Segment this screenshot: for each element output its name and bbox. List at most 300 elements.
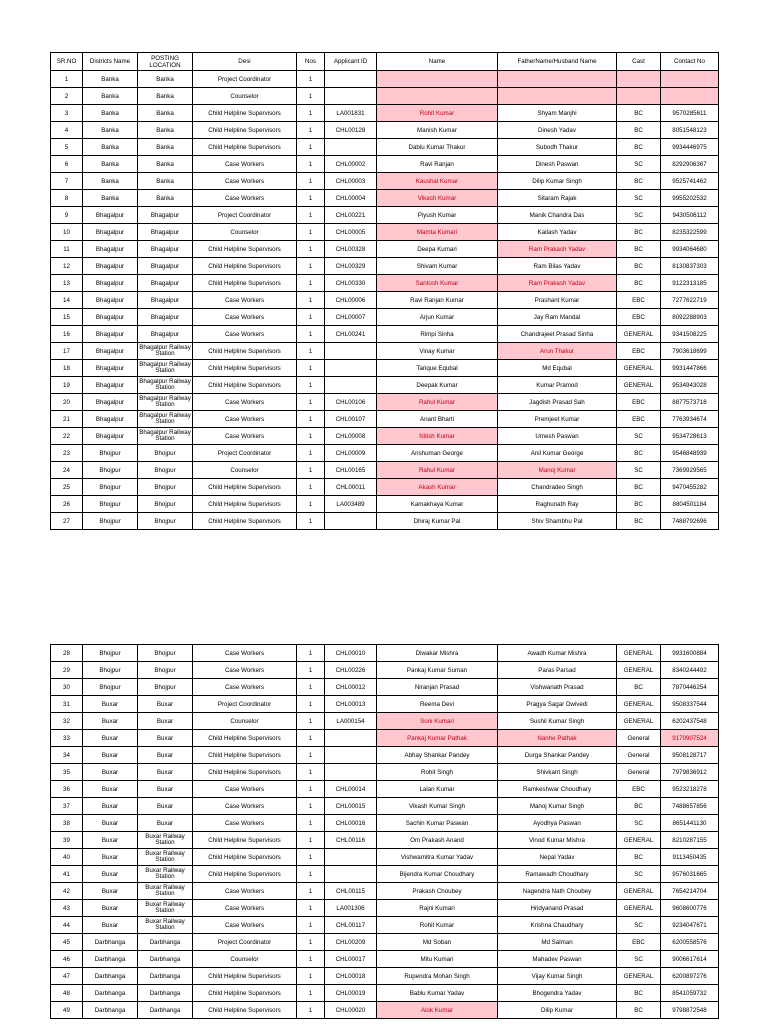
district-cell: Buxar: [83, 713, 138, 730]
nos-cell: 1: [297, 968, 325, 985]
district-cell: Banka: [83, 173, 138, 190]
father-husband-name-cell: Bhogendra Yadav: [498, 985, 617, 1002]
designation-cell: Child Helpline Supervisors: [193, 513, 297, 530]
posting-location-cell: Bhojpur: [138, 462, 193, 479]
designation-cell: Counselor: [193, 713, 297, 730]
designation-cell: Child Helpline Supervisors: [193, 377, 297, 394]
district-cell: Buxar: [83, 730, 138, 747]
name-cell: Bijendra Kumar Choudhary: [377, 866, 498, 883]
sr-no-cell: 36: [51, 781, 83, 798]
contact-no-cell: 9576031665: [661, 866, 719, 883]
name-cell: Akash Kumar: [377, 479, 498, 496]
posting-location-cell: Buxar Railway Station: [138, 917, 193, 934]
table-row: [51, 985, 719, 1002]
applicant-id-cell: CHL00017: [325, 951, 377, 968]
designation-cell: Case Workers: [193, 917, 297, 934]
father-husband-name-cell: Vinod Kumar Mishra: [498, 832, 617, 849]
district-cell: Bhagalpur: [83, 394, 138, 411]
nos-cell: 1: [297, 696, 325, 713]
posting-location-cell: Bhagalpur Railway Station: [138, 343, 193, 360]
applicant-id-cell: CHL00106: [325, 394, 377, 411]
nos-cell: 1: [297, 713, 325, 730]
cast-cell: GENERAL: [617, 360, 661, 377]
table-row: [51, 190, 719, 207]
table-row: [51, 207, 719, 224]
applicant-id-cell: CHL00009: [325, 445, 377, 462]
applicant-id-cell: CHL00015: [325, 798, 377, 815]
nos-cell: 1: [297, 934, 325, 951]
contact-no-cell: 9931447866: [661, 360, 719, 377]
applicant-id-cell: LA001306: [325, 900, 377, 917]
nos-cell: 1: [297, 275, 325, 292]
sr-no-cell: 3: [51, 105, 83, 122]
sr-no-cell: 4: [51, 122, 83, 139]
posting-location-cell: Darbhanga: [138, 934, 193, 951]
nos-cell: 1: [297, 462, 325, 479]
cast-cell: BC: [617, 479, 661, 496]
sr-no-cell: 48: [51, 985, 83, 1002]
cast-cell: General: [617, 730, 661, 747]
name-cell: Rimpi Sinha: [377, 326, 498, 343]
posting-location-cell: Buxar: [138, 713, 193, 730]
posting-location-cell: Buxar: [138, 696, 193, 713]
nos-cell: 1: [297, 394, 325, 411]
name-cell: Piyush Kumar: [377, 207, 498, 224]
district-cell: Darbhanga: [83, 968, 138, 985]
sr-no-cell: 22: [51, 428, 83, 445]
contact-no-cell: 9234047671: [661, 917, 719, 934]
name-cell: Mitu Kumari: [377, 951, 498, 968]
name-cell: Deepak Kumar: [377, 377, 498, 394]
designation-cell: Case Workers: [193, 645, 297, 662]
district-cell: Bhagalpur: [83, 241, 138, 258]
posting-location-cell: Bhagalpur: [138, 241, 193, 258]
contact-no-cell: 8541059732: [661, 985, 719, 1002]
table-row: [51, 275, 719, 292]
table-row: [51, 679, 719, 696]
table-row: [51, 764, 719, 781]
contact-no-cell: 8235322599: [661, 224, 719, 241]
spreadsheet-table-page-2: [50, 644, 719, 1019]
name-cell: Diwakar Mishra: [377, 645, 498, 662]
cast-cell: SC: [617, 190, 661, 207]
applicant-id-cell: CHL00011: [325, 479, 377, 496]
district-cell: Buxar: [83, 747, 138, 764]
table-row: [51, 309, 719, 326]
father-husband-name-cell: Hridyanand Prasad: [498, 900, 617, 917]
district-cell: Buxar: [83, 883, 138, 900]
designation-cell: Case Workers: [193, 900, 297, 917]
cast-cell: EBC: [617, 411, 661, 428]
table-row: [51, 122, 719, 139]
sr-no-cell: 7: [51, 173, 83, 190]
district-cell: Buxar: [83, 900, 138, 917]
table-row: [51, 71, 719, 88]
nos-cell: 1: [297, 479, 325, 496]
posting-location-cell: Bhagalpur: [138, 258, 193, 275]
father-husband-name-cell: Ram Prakash Yadav: [498, 241, 617, 258]
applicant-id-cell: CHL00003: [325, 173, 377, 190]
name-cell: Tarique Equbal: [377, 360, 498, 377]
nos-cell: 1: [297, 105, 325, 122]
contact-no-cell: 8051548123: [661, 122, 719, 139]
table-row: [51, 951, 719, 968]
cast-cell: SC: [617, 866, 661, 883]
father-husband-name-cell: Prashant Kumar: [498, 292, 617, 309]
father-husband-name-cell: [498, 71, 617, 88]
cast-cell: BC: [617, 224, 661, 241]
district-cell: Bhagalpur: [83, 207, 138, 224]
designation-cell: Child Helpline Supervisors: [193, 241, 297, 258]
contact-no-cell: 7763934674: [661, 411, 719, 428]
table-row: [51, 934, 719, 951]
contact-no-cell: 8292906367: [661, 156, 719, 173]
nos-cell: 1: [297, 71, 325, 88]
contact-no-cell: 9931600884: [661, 645, 719, 662]
father-husband-name-cell: Umesh Paswan: [498, 428, 617, 445]
table-row: [51, 479, 719, 496]
table-row: [51, 224, 719, 241]
applicant-id-cell: CHL00221: [325, 207, 377, 224]
contact-no-cell: 9006617614: [661, 951, 719, 968]
sr-no-cell: 30: [51, 679, 83, 696]
nos-cell: 1: [297, 309, 325, 326]
nos-cell: 1: [297, 190, 325, 207]
contact-no-cell: 7488657856: [661, 798, 719, 815]
sr-no-cell: 45: [51, 934, 83, 951]
applicant-id-cell: [325, 139, 377, 156]
sr-no-cell: 25: [51, 479, 83, 496]
father-husband-name-cell: Subodh Thakur: [498, 139, 617, 156]
applicant-id-cell: CHL00117: [325, 917, 377, 934]
nos-cell: 1: [297, 207, 325, 224]
designation-cell: Project Coordinator: [193, 445, 297, 462]
cast-cell: BC: [617, 241, 661, 258]
district-cell: Buxar: [83, 781, 138, 798]
sr-no-cell: 38: [51, 815, 83, 832]
table-row: [51, 105, 719, 122]
name-cell: Vikash Kumar Singh: [377, 798, 498, 815]
district-cell: Darbhanga: [83, 1002, 138, 1019]
father-husband-name-cell: Krishna Chaudhary: [498, 917, 617, 934]
cast-cell: GENERAL: [617, 326, 661, 343]
applicant-id-cell: CHL00226: [325, 662, 377, 679]
district-cell: Banka: [83, 190, 138, 207]
applicant-id-cell: CHL00007: [325, 309, 377, 326]
district-cell: Darbhanga: [83, 985, 138, 1002]
posting-location-cell: Bhagalpur: [138, 326, 193, 343]
table-row: [51, 968, 719, 985]
table-row: [51, 445, 719, 462]
father-husband-name-cell: Manoj Kumar: [498, 462, 617, 479]
sr-no-cell: 35: [51, 764, 83, 781]
designation-cell: Child Helpline Supervisors: [193, 105, 297, 122]
sr-no-cell: 19: [51, 377, 83, 394]
nos-cell: 1: [297, 88, 325, 105]
designation-cell: Case Workers: [193, 190, 297, 207]
designation-cell: Child Helpline Supervisors: [193, 866, 297, 883]
designation-cell: Child Helpline Supervisors: [193, 139, 297, 156]
sr-no-header: SR.NO: [51, 53, 83, 71]
posting-location-cell: Banka: [138, 139, 193, 156]
designation-cell: Child Helpline Supervisors: [193, 747, 297, 764]
cast-cell: GENERAL: [617, 883, 661, 900]
posting-location-cell: Buxar: [138, 747, 193, 764]
contact-no-cell: 9170907524: [661, 730, 719, 747]
applicant-id-cell: [325, 849, 377, 866]
name-cell: Pankaj Kumar Pathak: [377, 730, 498, 747]
cast-cell: [617, 88, 661, 105]
contact-no-cell: 9934064680: [661, 241, 719, 258]
nos-header: Nos: [297, 53, 325, 71]
applicant-id-cell: CHL00329: [325, 258, 377, 275]
posting-location-cell: Banka: [138, 71, 193, 88]
applicant-id-cell: LA001831: [325, 105, 377, 122]
posting-location-cell: Banka: [138, 173, 193, 190]
applicant-id-cell: CHL00209: [325, 934, 377, 951]
posting-location-cell: Bhagalpur: [138, 275, 193, 292]
name-cell: Ravi Ranjan Kumar: [377, 292, 498, 309]
name-cell: Rahul Kumar: [377, 394, 498, 411]
father-husband-name-header: FatherName/Husband Name: [498, 53, 617, 71]
applicant-id-cell: CHL00014: [325, 781, 377, 798]
name-cell: Dablu Kumar Thakur: [377, 139, 498, 156]
sr-no-cell: 33: [51, 730, 83, 747]
father-husband-name-cell: Pragya Sagar Dwivedi: [498, 696, 617, 713]
nos-cell: 1: [297, 781, 325, 798]
contact-no-cell: 7870446254: [661, 679, 719, 696]
district-cell: Banka: [83, 71, 138, 88]
nos-cell: 1: [297, 224, 325, 241]
sr-no-cell: 47: [51, 968, 83, 985]
father-husband-name-cell: Dilip Kumar: [498, 1002, 617, 1019]
cast-cell: BC: [617, 679, 661, 696]
cast-cell: BC: [617, 105, 661, 122]
nos-cell: 1: [297, 343, 325, 360]
father-husband-name-cell: [498, 88, 617, 105]
nos-cell: 1: [297, 377, 325, 394]
sr-no-cell: 8: [51, 190, 83, 207]
name-cell: Soni Kumari: [377, 713, 498, 730]
cast-cell: BC: [617, 798, 661, 815]
contact-no-cell: 9525741462: [661, 173, 719, 190]
name-cell: Arjun Kumar: [377, 309, 498, 326]
posting-location-cell: Buxar: [138, 815, 193, 832]
cast-cell: General: [617, 747, 661, 764]
nos-cell: 1: [297, 798, 325, 815]
district-cell: Bhagalpur: [83, 377, 138, 394]
applicant-id-cell: CHL00330: [325, 275, 377, 292]
name-cell: Rupendra Mohan Singh: [377, 968, 498, 985]
table-row: [51, 1002, 719, 1019]
father-husband-name-cell: Dinesh Paswan: [498, 156, 617, 173]
contact-no-cell: 9798872548: [661, 1002, 719, 1019]
district-cell: Darbhanga: [83, 951, 138, 968]
designation-cell: Child Helpline Supervisors: [193, 496, 297, 513]
nos-cell: 1: [297, 1002, 325, 1019]
designation-cell: Child Helpline Supervisors: [193, 258, 297, 275]
applicant-id-cell: CHL00018: [325, 968, 377, 985]
applicant-id-cell: CHL00020: [325, 1002, 377, 1019]
district-cell: Bhojpur: [83, 479, 138, 496]
district-cell: Bhojpur: [83, 679, 138, 696]
applicant-id-cell: CHL00004: [325, 190, 377, 207]
applicant-id-cell: [325, 343, 377, 360]
applicant-id-cell: CHL00116: [325, 832, 377, 849]
posting-location-cell: Bhojpur: [138, 479, 193, 496]
cast-cell: GENERAL: [617, 662, 661, 679]
name-cell: Reema Devi: [377, 696, 498, 713]
name-cell: Rohit Kumar: [377, 105, 498, 122]
name-cell: Mamta Kumari: [377, 224, 498, 241]
cast-cell: SC: [617, 207, 661, 224]
father-husband-name-cell: Chandrajeet Prasad Sinha: [498, 326, 617, 343]
nos-cell: 1: [297, 849, 325, 866]
father-husband-name-cell: Dinesh Yadav: [498, 122, 617, 139]
name-cell: Niranjan Prasad: [377, 679, 498, 696]
father-husband-name-cell: Nepal Yadav: [498, 849, 617, 866]
cast-cell: BC: [617, 513, 661, 530]
name-cell: [377, 88, 498, 105]
contact-no-cell: 9470455282: [661, 479, 719, 496]
name-cell: Vikash Kumar: [377, 190, 498, 207]
designation-cell: Child Helpline Supervisors: [193, 122, 297, 139]
sr-no-cell: 11: [51, 241, 83, 258]
father-husband-name-cell: Durga Shankar Pandey: [498, 747, 617, 764]
father-husband-name-cell: Md Salman: [498, 934, 617, 951]
contact-no-cell: 8130837303: [661, 258, 719, 275]
nos-cell: 1: [297, 445, 325, 462]
cast-cell: EBC: [617, 934, 661, 951]
contact-no-cell: 9341508225: [661, 326, 719, 343]
district-cell: Buxar: [83, 798, 138, 815]
table-row: [51, 696, 719, 713]
district-cell: Bhagalpur: [83, 428, 138, 445]
posting-location-cell: Bhojpur: [138, 679, 193, 696]
name-cell: Vinay Kumar: [377, 343, 498, 360]
applicant-id-cell: LA003489: [325, 496, 377, 513]
name-cell: Om Prakash Anand: [377, 832, 498, 849]
table-row: [51, 394, 719, 411]
cast-cell: General: [617, 764, 661, 781]
posting-location-cell: Darbhanga: [138, 985, 193, 1002]
name-header: Name: [377, 53, 498, 71]
table-row: [51, 173, 719, 190]
district-cell: Bhojpur: [83, 662, 138, 679]
posting-location-cell: Buxar Railway Station: [138, 883, 193, 900]
table-row: [51, 377, 719, 394]
contact-no-cell: 9113450435: [661, 849, 719, 866]
district-cell: Bhojpur: [83, 513, 138, 530]
father-husband-name-cell: Sushil Kumar Singh: [498, 713, 617, 730]
designation-cell: Counselor: [193, 224, 297, 241]
cast-cell: BC: [617, 985, 661, 1002]
table-row: [51, 798, 719, 815]
name-cell: Nitish Kumar: [377, 428, 498, 445]
applicant-id-cell: CHL00005: [325, 224, 377, 241]
cast-cell: BC: [617, 258, 661, 275]
contact-no-cell: 7369929565: [661, 462, 719, 479]
designation-cell: Case Workers: [193, 798, 297, 815]
designation-cell: Child Helpline Supervisors: [193, 764, 297, 781]
table-row: [51, 645, 719, 662]
contact-no-cell: 9534728613: [661, 428, 719, 445]
table-row: [51, 513, 719, 530]
district-cell: Bhagalpur: [83, 360, 138, 377]
sr-no-cell: 40: [51, 849, 83, 866]
district-cell: Bhagalpur: [83, 275, 138, 292]
table-row: [51, 917, 719, 934]
district-cell: Buxar: [83, 815, 138, 832]
nos-cell: 1: [297, 122, 325, 139]
contact-no-cell: 8651441130: [661, 815, 719, 832]
sr-no-cell: 39: [51, 832, 83, 849]
father-husband-name-cell: Ramawadh Choudhary: [498, 866, 617, 883]
table-row: [51, 241, 719, 258]
district-cell: Bhagalpur: [83, 343, 138, 360]
posting-location-cell: Bhagalpur Railway Station: [138, 377, 193, 394]
nos-cell: 1: [297, 428, 325, 445]
name-cell: Rahul Kumar: [377, 462, 498, 479]
father-husband-name-cell: Ramkeshwar Choudhary: [498, 781, 617, 798]
posting-location-cell: Bhojpur: [138, 662, 193, 679]
nos-cell: 1: [297, 679, 325, 696]
father-husband-name-cell: Ram Prakash Yadav: [498, 275, 617, 292]
cast-cell: SC: [617, 462, 661, 479]
cast-cell: BC: [617, 139, 661, 156]
father-husband-name-cell: Sitaram Rajak: [498, 190, 617, 207]
designation-cell: Project Coordinator: [193, 71, 297, 88]
nos-cell: 1: [297, 139, 325, 156]
father-husband-name-cell: Kailash Yadav: [498, 224, 617, 241]
sr-no-cell: 2: [51, 88, 83, 105]
district-cell: Bhagalpur: [83, 224, 138, 241]
applicant-id-cell: CHL00008: [325, 428, 377, 445]
district-cell: Bhagalpur: [83, 326, 138, 343]
sr-no-cell: 21: [51, 411, 83, 428]
designation-cell: Case Workers: [193, 679, 297, 696]
district-cell: Bhagalpur: [83, 309, 138, 326]
father-husband-name-cell: Md Equbal: [498, 360, 617, 377]
sr-no-cell: 46: [51, 951, 83, 968]
name-cell: Anshuman George: [377, 445, 498, 462]
name-cell: Ravi Ranjan: [377, 156, 498, 173]
sr-no-cell: 41: [51, 866, 83, 883]
designation-cell: Counselor: [193, 88, 297, 105]
applicant-id-cell: [325, 730, 377, 747]
contact-no-cell: 9955202532: [661, 190, 719, 207]
name-cell: Shivam Kumar: [377, 258, 498, 275]
applicant-id-cell: [325, 513, 377, 530]
father-husband-name-cell: Shiv Shambhu Pal: [498, 513, 617, 530]
posting-location-cell: Darbhanga: [138, 951, 193, 968]
designation-cell: Project Coordinator: [193, 696, 297, 713]
cast-cell: BC: [617, 445, 661, 462]
table-row: [51, 343, 719, 360]
applicant-id-cell: [325, 360, 377, 377]
father-husband-name-cell: Arun Thakur: [498, 343, 617, 360]
contact-no-cell: 9570285611: [661, 105, 719, 122]
applicant-id-cell: CHL00012: [325, 679, 377, 696]
nos-cell: 1: [297, 764, 325, 781]
designation-header: Desi: [193, 53, 297, 71]
district-cell: Darbhanga: [83, 934, 138, 951]
district-cell: Buxar: [83, 866, 138, 883]
table-row: [51, 815, 719, 832]
designation-cell: Case Workers: [193, 428, 297, 445]
contact-no-cell: 7903618699: [661, 343, 719, 360]
posting-location-cell: Banka: [138, 156, 193, 173]
